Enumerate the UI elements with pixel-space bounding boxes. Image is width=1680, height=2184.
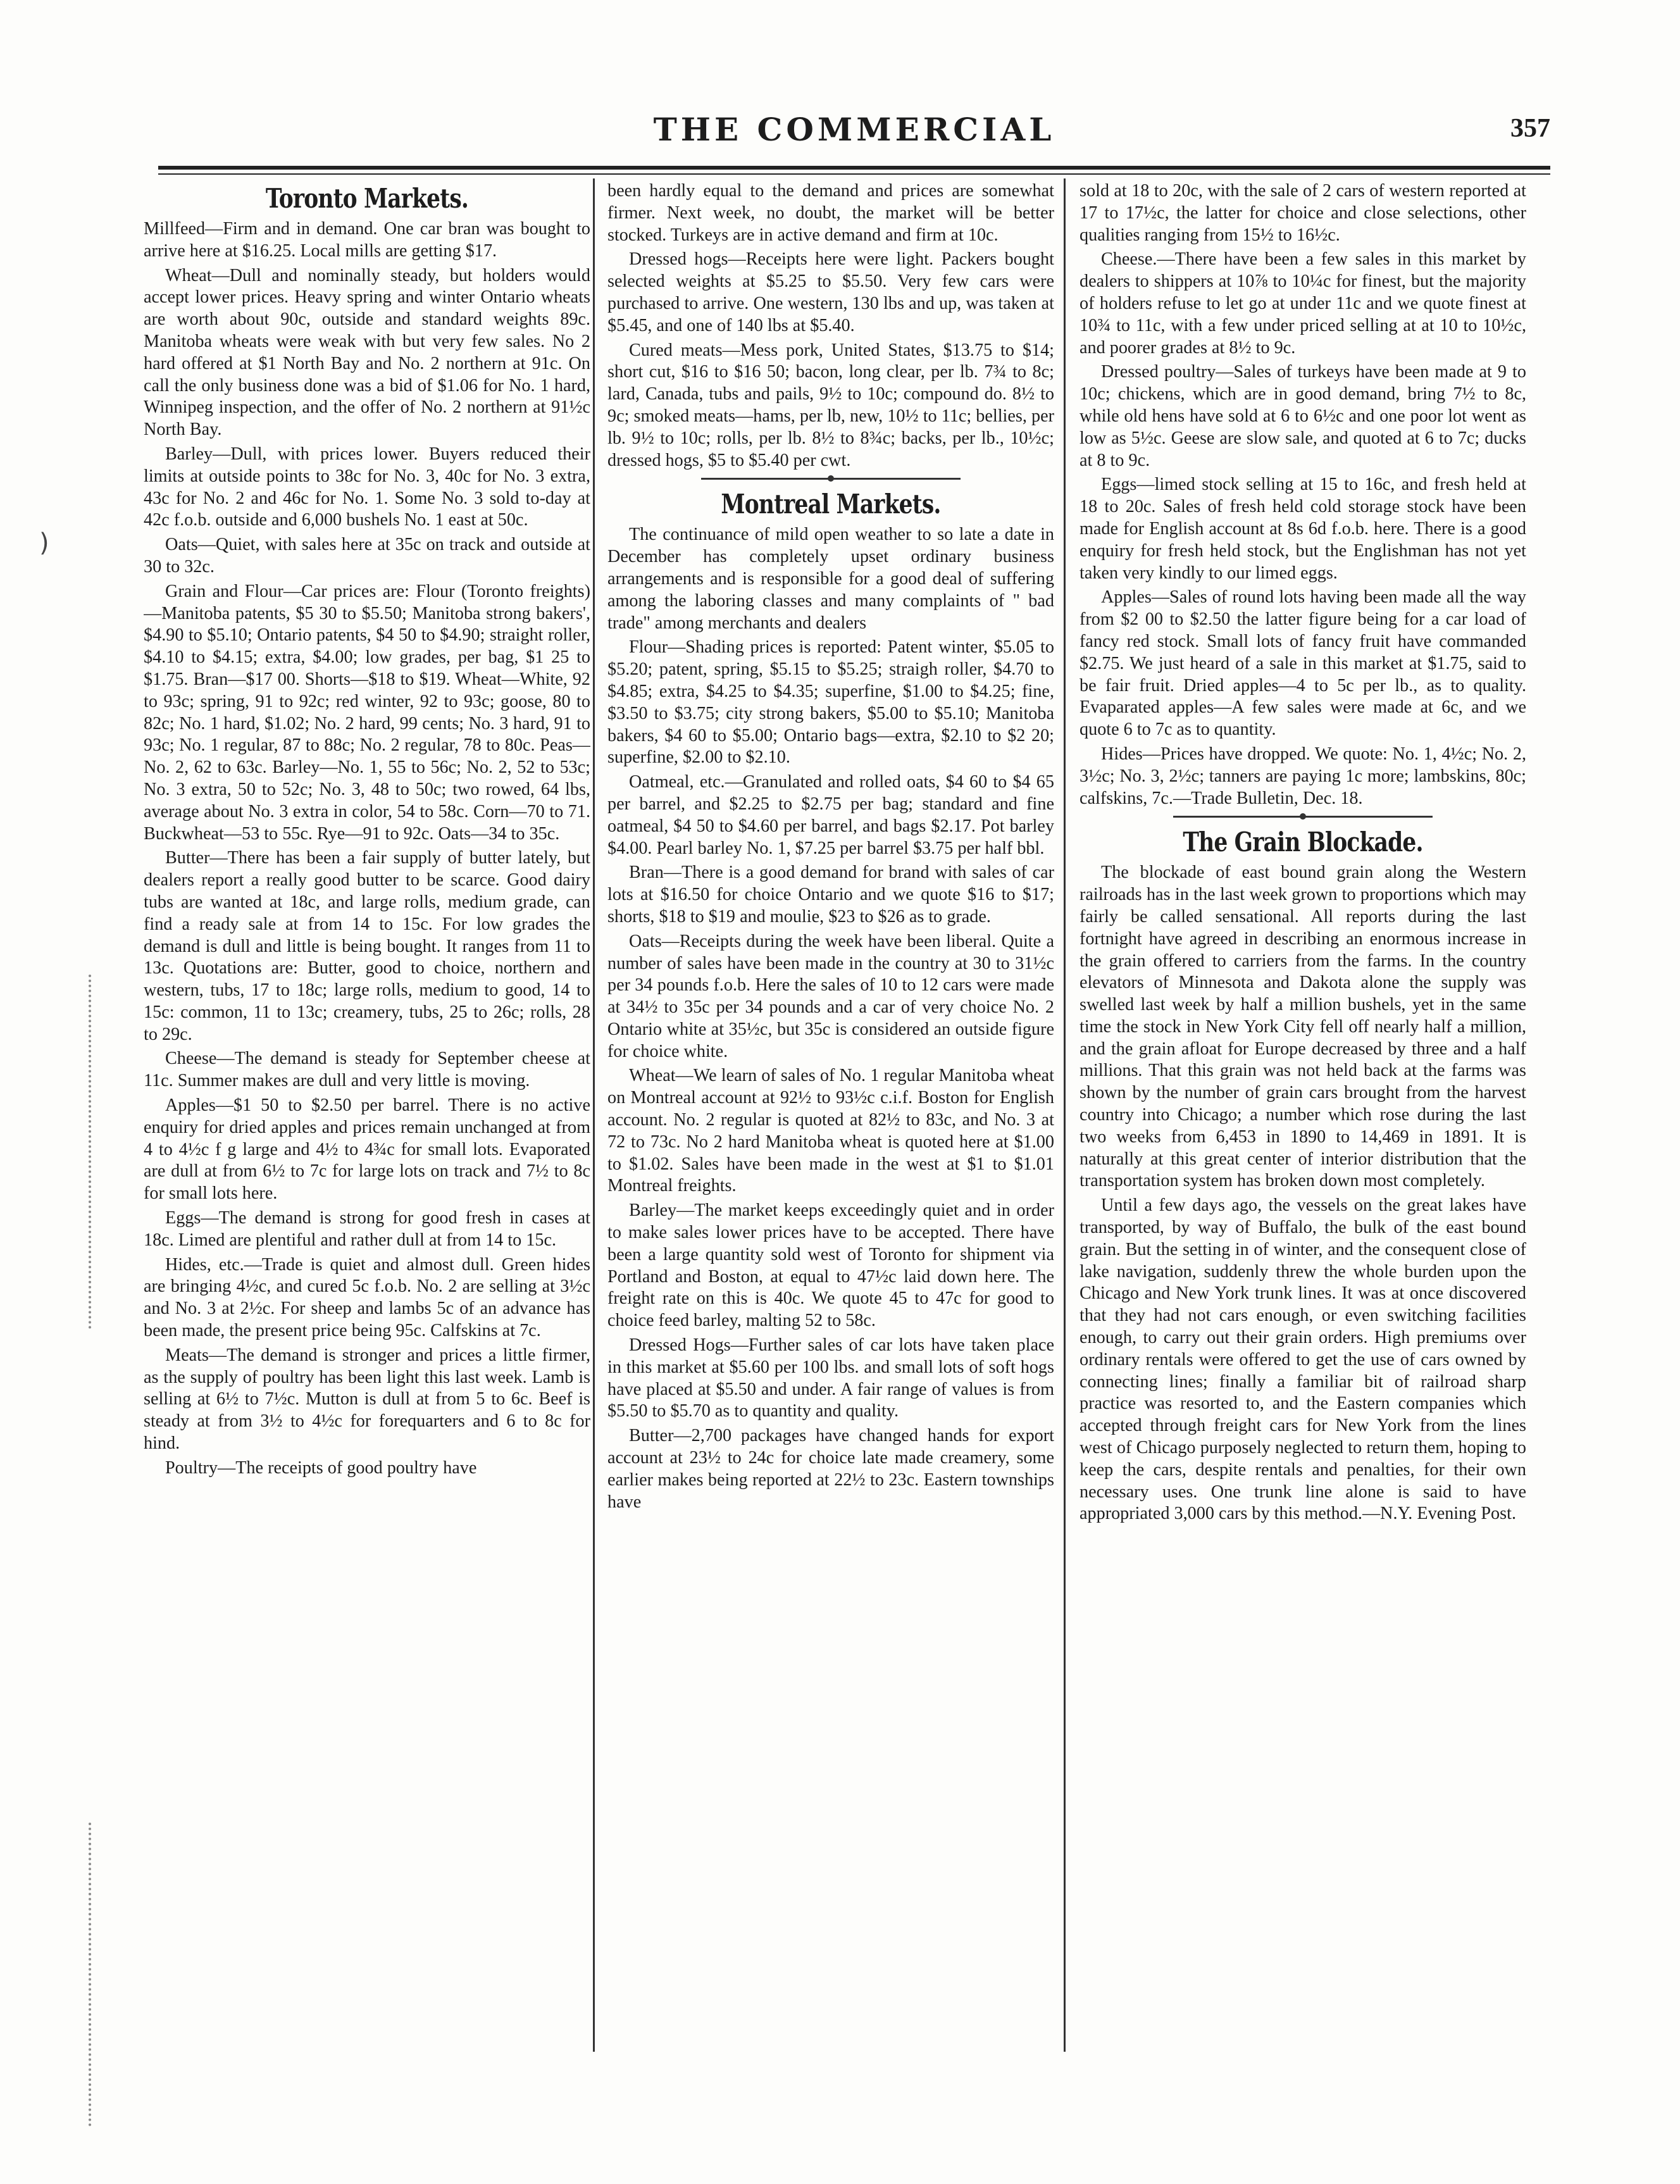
article-paragraph: Meats—The demand is stronger and prices a little firmer, as the supply of poultry has been light this last week. Lamb is selling at 6½ to 7½c. Mutton is dull at from 5 to 6c. Beef is steady at from 3½ to 4½c for forequarters and 6 to 8c for hind. <box>144 1345 590 1454</box>
column-divider-right <box>1064 178 1066 2052</box>
article-paragraph: Barley—Dull, with prices lower. Buyers reduced their limits at outside points to 38c for No. 3, 40c for No. 3 extra, 43c for No. 2 and 46c for No. 1. Some No. 3 sold to-day at 42c f.o.b. outside and 6,000 bushels No. 1 east at 50c. <box>144 444 590 530</box>
article-paragraph: Dressed hogs—Receipts here were light. Packers bought selected weights at $5.25 to $5.50. Very few cars were purchased to arrive. One western, 130 lbs and up, was taken at $5.45, and one of 140 lbs at $5.40. <box>607 249 1054 335</box>
article-paragraph: Grain and Flour—Car prices are: Flour (Toronto freights)—Manitoba patents, $5 30 to $5.50; Manitoba strong bakers', $4.90 to $5.10; Ontario patents, $4 50 to $4.90; straight roller, $4.10 to $4.15; extra, $4.00; low grades, per bag, $1 25 to $1.75. Bran—$17 00. Shorts—$18 to $19. Wheat—White, 92 to 93c; spring, 91 to 92c; red winter, 92 to 93c; goose, 80 to 82c; No. 1 hard, $1.02; No. 2 hard, 99 cents; No. 3 hard, 91 to 93c; No. 1 regular, 87 to 88c; No. 2 regular, 78 to 80c. Peas—No. 2, 62 to 63c. Barley—No. 1, 55 to 56c; No. 2, 52 to 53c; No. 3 extra, 50 to 52c; No. 3, 48 to 50c; two rowed, 64 lbs, average about No. 3 extra in color, 54 to 58c. Corn—70 to 71. Buckwheat—53 to 55c. Rye—91 to 92c. Oats—34 to 35c. <box>144 581 590 844</box>
article-paragraph: Flour—Shading prices is reported: Patent winter, $5.05 to $5.20; patent, spring, $5.15 to $5.25; straigh roller, $4.70 to $4.85; extra, $4.25 to $4.35; superfine, $1.00 to $4.25; fine, $3.50 to $3.75; city strong bakers, $5.00 to $5.10; Manitoba bakers, $4 60 to $5.00; Ontario bags—extra, $2.10 to $2 20; superfine, $2.00 to $2.10. <box>607 637 1054 768</box>
article-paragraph: Poultry—The receipts of good poultry have <box>165 1457 477 1478</box>
article-paragraph: Cured meats—Mess pork, United States, $13.75 to $14; short cut, $16 to $16 50; bacon, long clear, per lb. 7¾ to 8c; lard, Canada, tubs and pails, 9½ to 10c; compound do. 8½ to 9c; smoked meats—hams, per lb, new, 10½ to 11c; bellies, per lb. 9½ to 10c; rolls, per lb. 8½ to 8¾c; backs, per lb., 10½c; dressed hogs, $5 to $5.40 per cwt. <box>607 340 1054 470</box>
article-paragraph: Wheat—We learn of sales of No. 1 regular Manitoba wheat on Montreal account at 92½ to 93½c c.i.f. Boston for English account. No. 2 regular is quoted at 82½ to 83c, and No. 3 at 72 to 73c. No 2 hard Manitoba wheat is quoted here at $1.00 to $1.02. Sales have been made in the west at $1 to $1.01 Montreal freights. <box>607 1066 1054 1196</box>
article-paragraph: Wheat—Dull and nominally steady, but holders would accept lower prices. Heavy spring and winter Ontario wheats are worth about 90c, outside and standard weights 89c. Manitoba wheats were weak with but very few sales. No 2 hard offered at $1 North Bay and No. 2 northern at 91c. On call the only business done was a bid of $1.06 for No. 1 hard, Winnipeg inspection, and the offer of No. 2 northern at 91½c North Bay. <box>144 265 590 440</box>
article-paragraph: Until a few days ago, the vessels on the great lakes have transported, by way of Buffalo, the bulk of the east bound grain. But the setting in of winter, and the consequent close of lake navigation, suddenly threw the whole burden upon the Chicago and New York trunk lines. It was at once discovered that they had not cars enough, or even switching facilities enough, to carry out their grain orders. High premiums over ordinary rentals were offered to get the use of cars owned by connecting lines; finally a familiar bit of railroad sharp practice was resorted to, and the Eastern companies which accepted through freight cars for New York from the lines west of Chicago purposely neglected to return them, hoping to keep the cars, despite rentals and penalties, for their own necessary uses. One trunk line alone is said to have appropriated 3,000 cars by this method.—N.Y. Evening Post. <box>1080 1195 1526 1524</box>
section-heading: Toronto Markets. <box>265 183 469 214</box>
section-divider <box>701 478 960 481</box>
article-paragraph: Cheese—The demand is steady for September cheese at 11c. Summer makes are dull and very little is moving. <box>144 1049 590 1091</box>
margin-scan-speckles-lower <box>89 1823 101 2126</box>
header-rule-thick <box>158 166 1550 170</box>
article-paragraph: Butter—2,700 packages have changed hands for export account at 23½ to 24c for choice late made creamery, some earlier makes being reported at 22½ to 23c. Eastern townships have <box>607 1426 1054 1512</box>
article-paragraph: Apples—$1 50 to $2.50 per barrel. There is no active enquiry for dried apples and prices remain unchanged at from 4 to 4½c f g large and 4½ to 4¾c for small lots. Evaporated are dull at from 6½ to 7c for large lots on track and 7½ to 8c for small lots here. <box>144 1095 590 1204</box>
header-rule-thin <box>158 173 1550 175</box>
article-paragraph: Oatmeal, etc.—Granulated and rolled oats, $4 60 to $4 65 per barrel, and $2.25 to $2.75 per bag; standard and fine oatmeal, $4 50 to $4.60 per barrel, and bags $2.17. Pot barley $4.00. Pearl barley No. 1, $7.25 per barrel $3.75 per half bbl. <box>607 772 1054 858</box>
column-3 <box>1080 180 1526 2047</box>
margin-bracket-mark: ) <box>39 528 49 558</box>
section-heading: Montreal Markets. <box>721 489 941 520</box>
masthead <box>158 111 1550 161</box>
page-number: 357 <box>1510 114 1550 143</box>
column-divider-left <box>593 178 595 2052</box>
article-paragraph: Hides—Prices have dropped. We quote: No. 1, 4½c; No. 2, 3½c; No. 3, 2½c; tanners are paying 1c more; lambskins, 80c; calfskins, 7c.—Trade Bulletin, Dec. 18. <box>1080 744 1526 808</box>
article-paragraph: Millfeed—Firm and in demand. One car bran was bought to arrive here at $16.25. Local mills are getting $17. <box>144 219 590 261</box>
section-heading: The Grain Blockade. <box>1183 827 1423 858</box>
article-paragraph: sold at 18 to 20c, with the sale of 2 cars of western reported at 17 to 17½c, the latter for choice and close selections, other qualities ranging from 15½ to 16½c. <box>1080 181 1526 245</box>
masthead-title: THE COMMERCIAL <box>653 111 1055 148</box>
margin-scan-speckles-upper <box>89 975 101 1329</box>
article-paragraph: Hides, etc.—Trade is quiet and almost dull. Green hides are bringing 4½c, and cured 5c f.o.b. No. 2 are selling at 3½c and No. 3 at 2½c. For sheep and lambs 5c of an advance has been made, the present price being 95c. Calfskins at 7c. <box>144 1254 590 1341</box>
article-paragraph: Eggs—The demand is strong for good fresh in cases at 18c. Limed are plentiful and rather dull at from 14 to 15c. <box>144 1208 590 1250</box>
article-paragraph: Oats—Quiet, with sales here at 35c on track and outside at 30 to 32c. <box>144 535 590 577</box>
article-paragraph: Eggs—limed stock selling at 15 to 16c, and fresh held at 18 to 20c. Sales of fresh held cold storage stock have been made for English account at 8s 6d f.o.b. here. There is a good enquiry for fresh held stock, but the Englishman has not yet taken very kindly to our limed eggs. <box>1080 475 1526 583</box>
article-paragraph: Butter—There has been a fair supply of butter lately, but dealers report a really good butter to be scarce. Good dairy tubs are wanted at 18c, and large rolls, medium grade, can find a ready sale at from 14 to 15c. For low grades the demand is dull and little is being bought. It ranges from 11 to 13c. Quotations are: Butter, good to choice, northern and western, tubs, 17 to 18c; large rolls, medium to good, 14 to 15c: common, 11 to 13c; creamery, tubs, 25 to 26c; rolls, 28 to 29c. <box>144 848 590 1044</box>
section-divider <box>1173 816 1432 819</box>
article-paragraph: Dressed poultry—Sales of turkeys have been made at 9 to 10c; chickens, which are in good demand, bring 7½ to 8c, while old hens have sold at 6 to 6½c and one poor lot went as low as 5½c. Geese are slow sale, and quoted at 6 to 7c; ducks at 8 to 9c. <box>1080 362 1526 470</box>
article-paragraph: The continuance of mild open weather to so late a date in December has completely upset ordinary business arrangements and is responsible for a good deal of suffering among the laboring classes and many complaints of " bad trade" among merchants and dealers <box>607 525 1054 633</box>
column-1 <box>144 180 590 2047</box>
article-paragraph: Barley—The market keeps exceedingly quiet and in order to make sales lower prices have to be accepted. There have been a large quantity sold west of Toronto for shipment via Portland and Boston, at equal to 47½c laid down here. The freight rate on this is 40c. We quote 45 to 47c for good to choice feed barley, malting 52 to 58c. <box>607 1201 1054 1331</box>
article-paragraph: The blockade of east bound grain along the Western railroads has in the last week grown to proportions which may fairly be called sensational. All reports during the last fortnight have agreed in describing an enormous increase in the grain offered to carriers from the farms. In the country elevators of Minnesota and Dakota alone the supply was swelled last week by half a million bushels, yet in the same time the stock in New York City fell off nearly half a million, and the grain afloat for Europe decreased by three and a half millions. That this grain was not held back at the farms was shown by the number of grain cars brought from the harvest country into Chicago; a number which rose during the last two weeks from 6,453 in 1890 to 14,469 in 1891. It is naturally at this great center of interior distribution that the transportation system has broken down most completely. <box>1080 863 1526 1191</box>
article-paragraph: Apples—Sales of round lots having been made all the way from $2 00 to $2.50 the latter figure being for a car load of fancy red stock. Small lots of fancy fruit have commanded $2.75. We just heard of a sale in this market at $1.75, said to be fair fruit. Dried apples—4 to 5c per lb., as to quality. Evaparated apples—A few sales were made at 6c, and we quote 6 to 7c as to quantity. <box>1080 587 1526 740</box>
column-2 <box>607 180 1054 2047</box>
article-paragraph: been hardly equal to the demand and prices are somewhat firmer. Next week, no doubt, the market will be better stocked. Turkeys are in active demand and firm at 10c. <box>607 181 1054 245</box>
article-paragraph: Oats—Receipts during the week have been liberal. Quite a number of sales have been made in the country at 30 to 31½c per 34 pounds f.o.b. Here the sales of 10 to 12 cars were made at 34½ to 35c per 34 pounds and a car of very choice No. 2 Ontario white at 35½c, but 35c is considered an outside figure for choice white. <box>607 931 1054 1061</box>
article-paragraph: Bran—There is a good demand for brand with sales of car lots at $16.50 for choice Ontario and we quote $16 to $17; shorts, $18 to $19 and moulie, $23 to $26 as to grade. <box>607 863 1054 927</box>
article-paragraph: Dressed Hogs—Further sales of car lots have taken place in this market at $5.60 per 100 lbs. and small lots of soft hogs have placed at $5.50 and under. A fair range of values is from $5.50 to $5.70 as to quantity and quality. <box>607 1335 1054 1421</box>
article-paragraph: Cheese.—There have been a few sales in this market by dealers to shippers at 10⅞ to 10¼c for finest, but the majority of holders refuse to let go at under 11c and we quote finest at 10¾ to 11c, with a few under priced selling at at 10 to 10½c, and poorer grades at 8½ to 9c. <box>1080 249 1526 358</box>
